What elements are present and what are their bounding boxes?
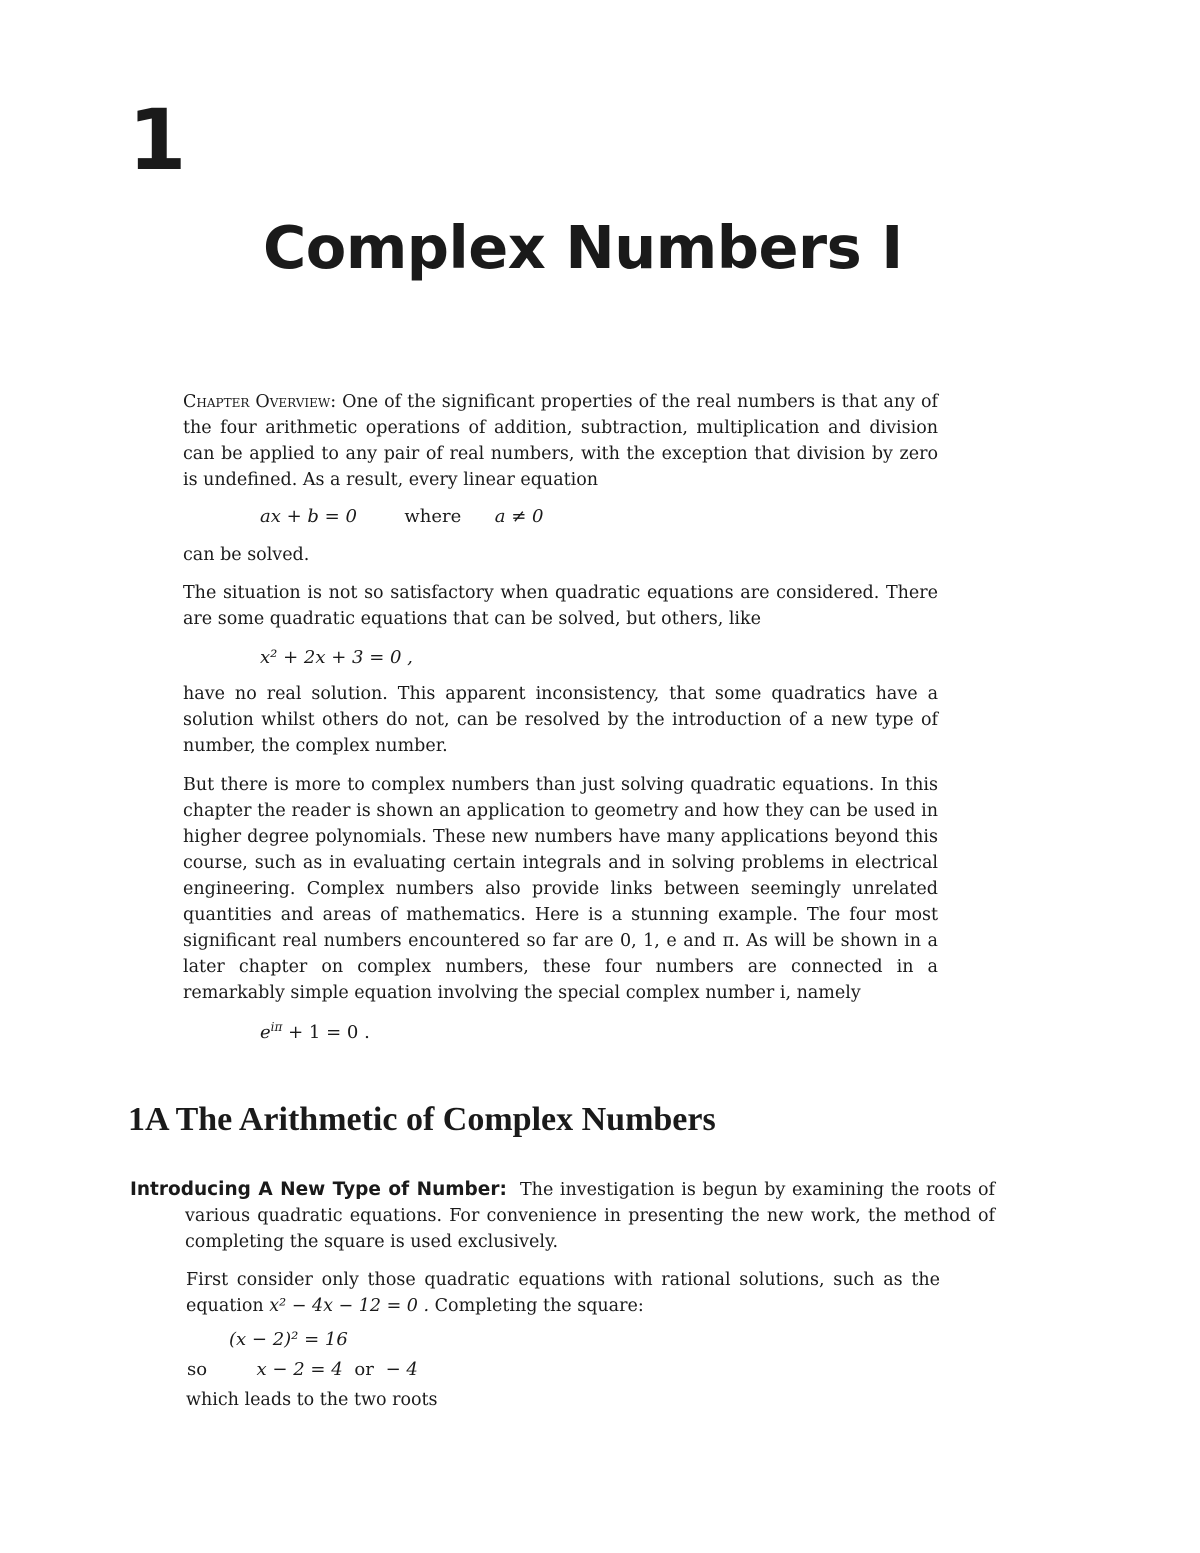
sub-heading: Introducing A New Type of Number: [130, 1179, 507, 1200]
overview-paragraph-4: But there is more to complex numbers than just solving quadratic equations. In this chapter the reader is shown an application to geometry and how they can be used in higher degree polynomials. These new numbers have many applications beyond this course, such as in evaluating certain integrals and in solving problems in electrical engineering. Complex numbers also provide links between seemingly unrelated quantities and areas of mathematics. Here is a stunning example. The four most significant real numbers encountered so far are 0, 1, e and π. As will be shown in a later chapter on complex numbers, these four numbers are connected in a remarkably simple equation involving the special complex number i, namely [183, 775, 938, 1003]
overview-paragraph-1 [183, 389, 938, 493]
section-intro-text: The investigation is begun by examining the roots of various quadratic equations. For convenience in presenting the new work, the method of completing the square is used exclusively. [185, 1180, 995, 1252]
section-paragraph-3: which leads to the two roots [186, 1390, 438, 1410]
equation-euler-exponent: iπ [270, 1020, 283, 1034]
section-heading: 1A The Arithmetic of Complex Numbers [128, 1101, 716, 1138]
section-paragraph-2-equation: x² − 4x − 12 = 0 . [269, 1296, 430, 1316]
equation-roots-right: − 4 [385, 1359, 418, 1380]
equation-linear-left: ax + b = 0 [260, 506, 357, 527]
equation-linear [260, 504, 544, 530]
chapter-number: 1 [128, 91, 185, 189]
section-paragraph-2 [186, 1267, 940, 1319]
chapter-title: Complex Numbers I [263, 213, 903, 282]
equation-completed-square [229, 1327, 348, 1353]
equation-euler [260, 1014, 370, 1046]
equation-euler-base: e [260, 1022, 271, 1043]
equation-roots-so: so [187, 1359, 208, 1380]
equation-roots-or: or [354, 1359, 374, 1380]
equation-linear-where: where [404, 506, 462, 527]
section-paragraph-2-a: First consider only those quadratic equations with rational solutions, such as the equation [186, 1270, 940, 1316]
section-intro-paragraph [130, 1177, 995, 1255]
overview-paragraph-3: have no real solution. This apparent inconsistency, that some quadratics have a solution whilst others do not, can be resolved by the introduction of a new type of number, the complex number. [183, 684, 938, 756]
equation-quadratic [260, 645, 413, 671]
section-paragraph-2-b: Completing the square: [434, 1296, 644, 1316]
equation-roots-step [187, 1357, 418, 1383]
equation-euler-rest: + 1 = 0 . [282, 1022, 370, 1043]
overview-text-1: One of the significant properties of the real numbers is that any of the four arithmetic operations of addition, subtraction, multiplication and division can be applied to any pair of real numbers, with the exception that division by zero is undefined. As a result, every linear equation [183, 392, 938, 490]
equation-quadratic-text: x² + 2x + 3 = 0 , [260, 647, 413, 668]
overview-paragraph-1-end: can be solved. [183, 545, 310, 565]
overview-label: Chapter Overview: [183, 392, 337, 412]
equation-completed-square-text: (x − 2)² = 16 [229, 1329, 348, 1350]
equation-linear-right: a ≠ 0 [494, 506, 544, 527]
overview-paragraph-2: The situation is not so satisfactory when quadratic equations are considered. There are some quadratic equations that can be solved, but others, like [183, 583, 938, 629]
equation-roots-left: x − 2 = 4 [256, 1359, 343, 1380]
